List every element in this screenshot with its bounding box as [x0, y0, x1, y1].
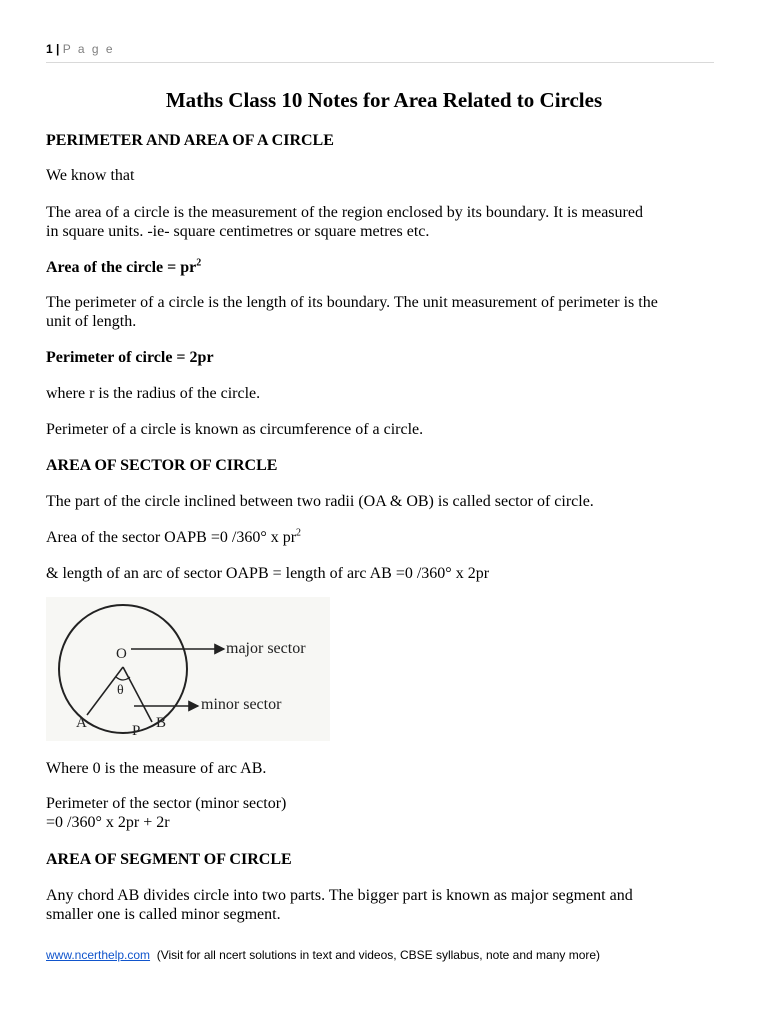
perimeter-paragraph [46, 293, 726, 331]
segment-paragraph [46, 886, 726, 924]
sector-diagram-svg [46, 597, 330, 741]
where-note: Where 0 is the measure of arc AB. [46, 760, 267, 777]
perimeter-text-line-2: unit of length. [46, 313, 137, 330]
perimeter-formula: Perimeter of circle = 2pr [46, 349, 214, 366]
area-paragraph [46, 203, 726, 241]
sector-perimeter-line-1: Perimeter of the sector (minor sector) [46, 795, 287, 812]
page-number: 1 [46, 42, 53, 56]
area-formula-text: Area of the circle = pr [46, 259, 197, 276]
area-formula [46, 258, 726, 277]
page-header [46, 42, 714, 63]
sector-perimeter [46, 794, 726, 832]
label-theta: θ [117, 683, 124, 698]
sector-perimeter-line-2: =0 /360° x 2pr + 2r [46, 814, 170, 831]
sector-diagram [46, 597, 330, 741]
label-o: O [116, 646, 127, 662]
label-b: B [156, 715, 167, 731]
sector-area-exponent: 2 [296, 527, 302, 539]
label-a: A [76, 715, 87, 731]
section-heading-segment: AREA OF SEGMENT OF CIRCLE [46, 851, 292, 868]
area-text-line-2: in square units. -ie- square centimetres or square metres etc. [46, 223, 430, 240]
radius-note: where r is the radius of the circle. [46, 385, 261, 402]
radius-ob [123, 667, 152, 722]
page-label: P a g e [62, 42, 115, 56]
segment-text-line-1: Any chord AB divides circle into two parts. The bigger part is known as major segment and [46, 887, 633, 904]
major-sector-label: major sector [226, 640, 306, 657]
document-title: Maths Class 10 Notes for Area Related to Circles [165, 88, 603, 112]
sector-area-formula [46, 528, 726, 547]
sector-definition: The part of the circle inclined between two radii (OA & OB) is called sector of circle. [46, 493, 594, 510]
footer-note: (Visit for all ncert solutions in text and videos, CBSE syllabus, note and many more) [150, 948, 601, 962]
website-link[interactable]: www.ncerthelp.com [46, 948, 151, 962]
section-heading-sector: AREA OF SECTOR OF CIRCLE [46, 457, 278, 474]
circumference-note: Perimeter of a circle is known as circumference of a circle. [46, 421, 424, 438]
label-p: P [132, 723, 141, 739]
sector-area-text: Area of the sector OAPB =0 /360° x pr [46, 529, 297, 546]
intro-text: We know that [46, 167, 135, 184]
area-formula-exponent: 2 [196, 257, 202, 269]
area-text-line-1: The area of a circle is the measurement of the region enclosed by its boundary. It is measured [46, 204, 643, 221]
page-footer [46, 948, 600, 962]
circle-outline [59, 605, 187, 733]
section-heading-perimeter-area: PERIMETER AND AREA OF A CIRCLE [46, 132, 334, 149]
perimeter-text-line-1: The perimeter of a circle is the length of its boundary. The unit measurement of perimeter is the [46, 294, 658, 311]
arc-length-formula: & length of an arc of sector OAPB = length of arc AB =0 /360° x 2pr [46, 565, 490, 582]
segment-text-line-2: smaller one is called minor segment. [46, 906, 281, 923]
page-separator: | [52, 42, 63, 56]
minor-sector-label: minor sector [201, 696, 282, 713]
